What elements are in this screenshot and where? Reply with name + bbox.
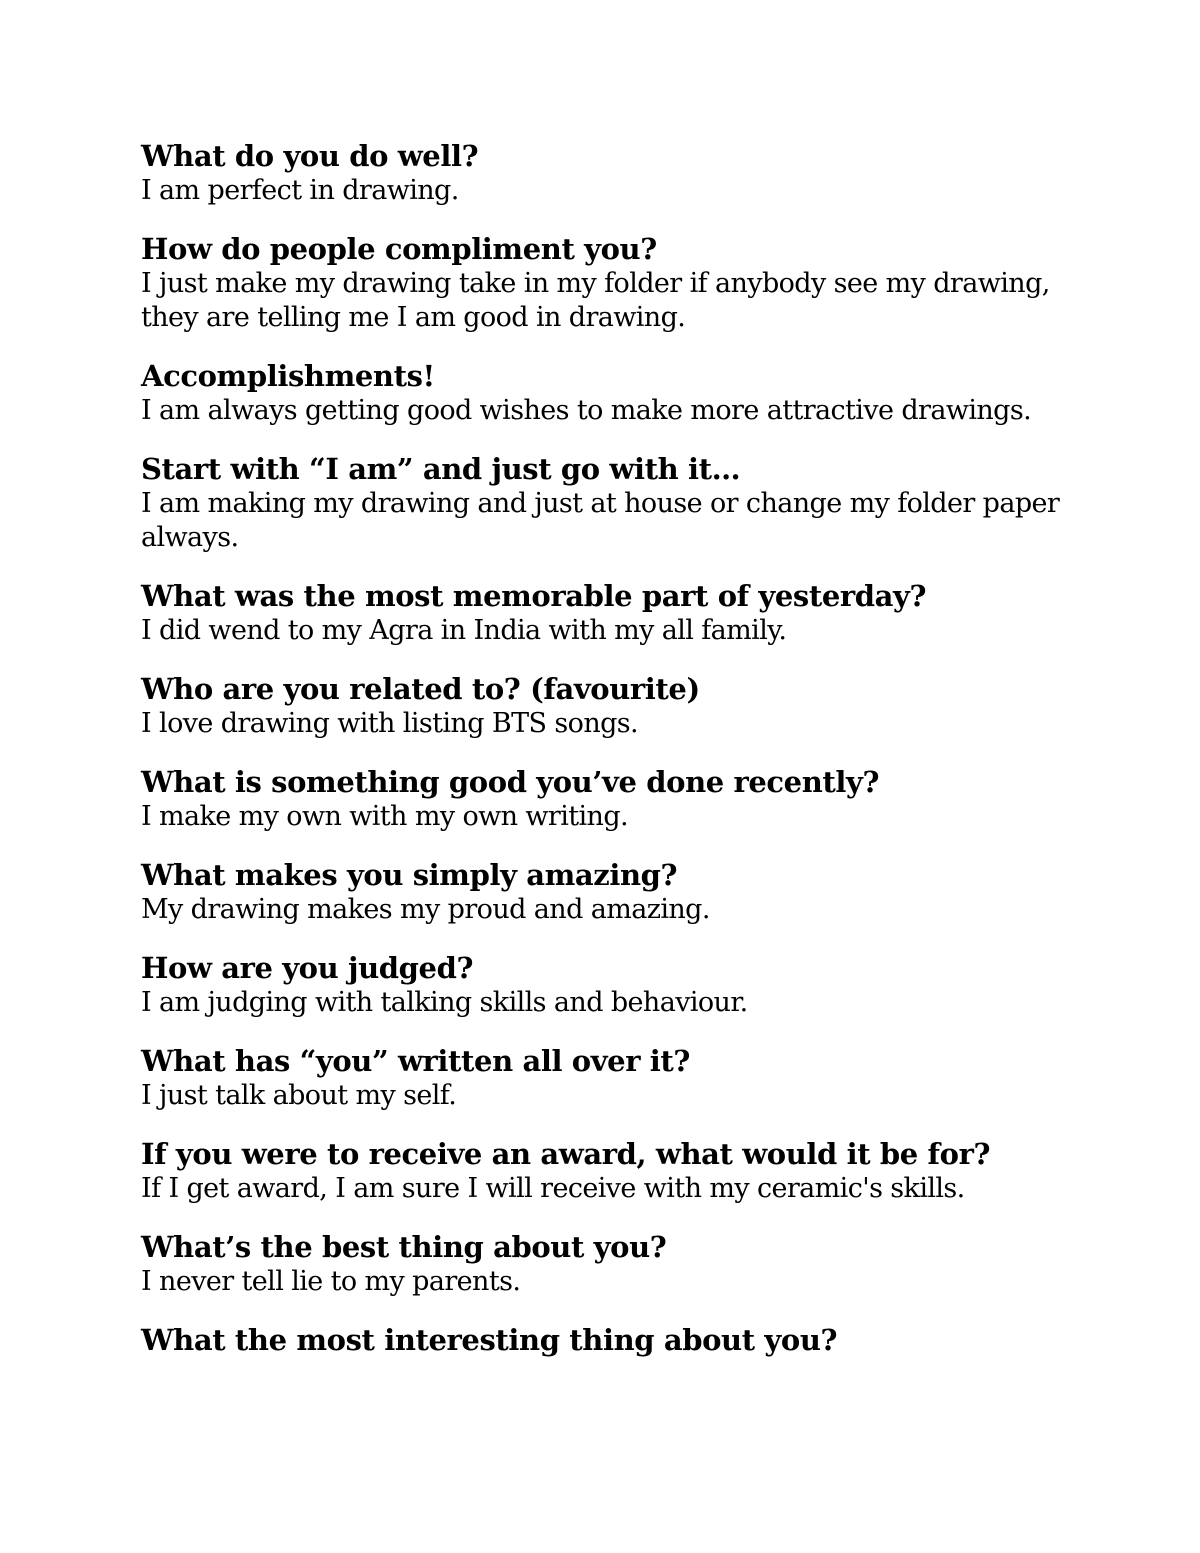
answer-text: I make my own with my own writing. [141, 801, 628, 832]
answer-text: I am perfect in drawing. [141, 175, 459, 206]
question-heading: What’s the best thing about you? [141, 1230, 667, 1264]
qa-item [141, 358, 1081, 428]
qa-item [141, 138, 1081, 208]
qa-item [141, 1043, 1081, 1113]
answer-text: I just talk about my self. [141, 1080, 457, 1111]
qa-item [141, 578, 1081, 648]
question-heading: How are you judged? [141, 951, 474, 985]
answer-text: I am judging with talking skills and behaviour. [141, 987, 748, 1018]
qa-item [141, 764, 1081, 834]
qa-item [141, 451, 1081, 555]
answer-text: I am always getting good wishes to make more attractive drawings. [141, 395, 1032, 426]
qa-item [141, 231, 1081, 335]
question-heading: If you were to receive an award, what would it be for? [141, 1137, 991, 1171]
answer-text: I did wend to my Agra in India with my all family. [141, 615, 787, 646]
answer-text: I love drawing with listing BTS songs. [141, 708, 639, 739]
question-heading: What is something good you’ve done recently? [141, 765, 880, 799]
question-heading: What has “you” written all over it? [141, 1044, 690, 1078]
question-heading: What makes you simply amazing? [141, 858, 678, 892]
question-heading: Accomplishments! [141, 359, 435, 393]
qa-item [141, 950, 1081, 1020]
document-page [141, 138, 1081, 1381]
question-heading: Who are you related to? (favourite) [141, 672, 700, 706]
question-heading: Start with “I am” and just go with it… [141, 452, 741, 486]
qa-item [141, 1322, 1081, 1358]
answer-text: If I get award, I am sure I will receive with my ceramic's skills. [141, 1173, 965, 1204]
qa-item [141, 671, 1081, 741]
qa-item [141, 1136, 1081, 1206]
qa-item [141, 1229, 1081, 1299]
answer-text: I am making my drawing and just at house or change my folder paper always. [141, 488, 1060, 553]
qa-item [141, 857, 1081, 927]
answer-text: I never tell lie to my parents. [141, 1266, 521, 1297]
answer-text: I just make my drawing take in my folder if anybody see my drawing, they are telling me I am good in drawing. [141, 268, 1050, 333]
question-heading: What was the most memorable part of yesterday? [141, 579, 927, 613]
question-heading: What the most interesting thing about you? [141, 1323, 838, 1357]
question-heading: What do you do well? [141, 139, 479, 173]
question-heading: How do people compliment you? [141, 232, 657, 266]
answer-text: My drawing makes my proud and amazing. [141, 894, 710, 925]
